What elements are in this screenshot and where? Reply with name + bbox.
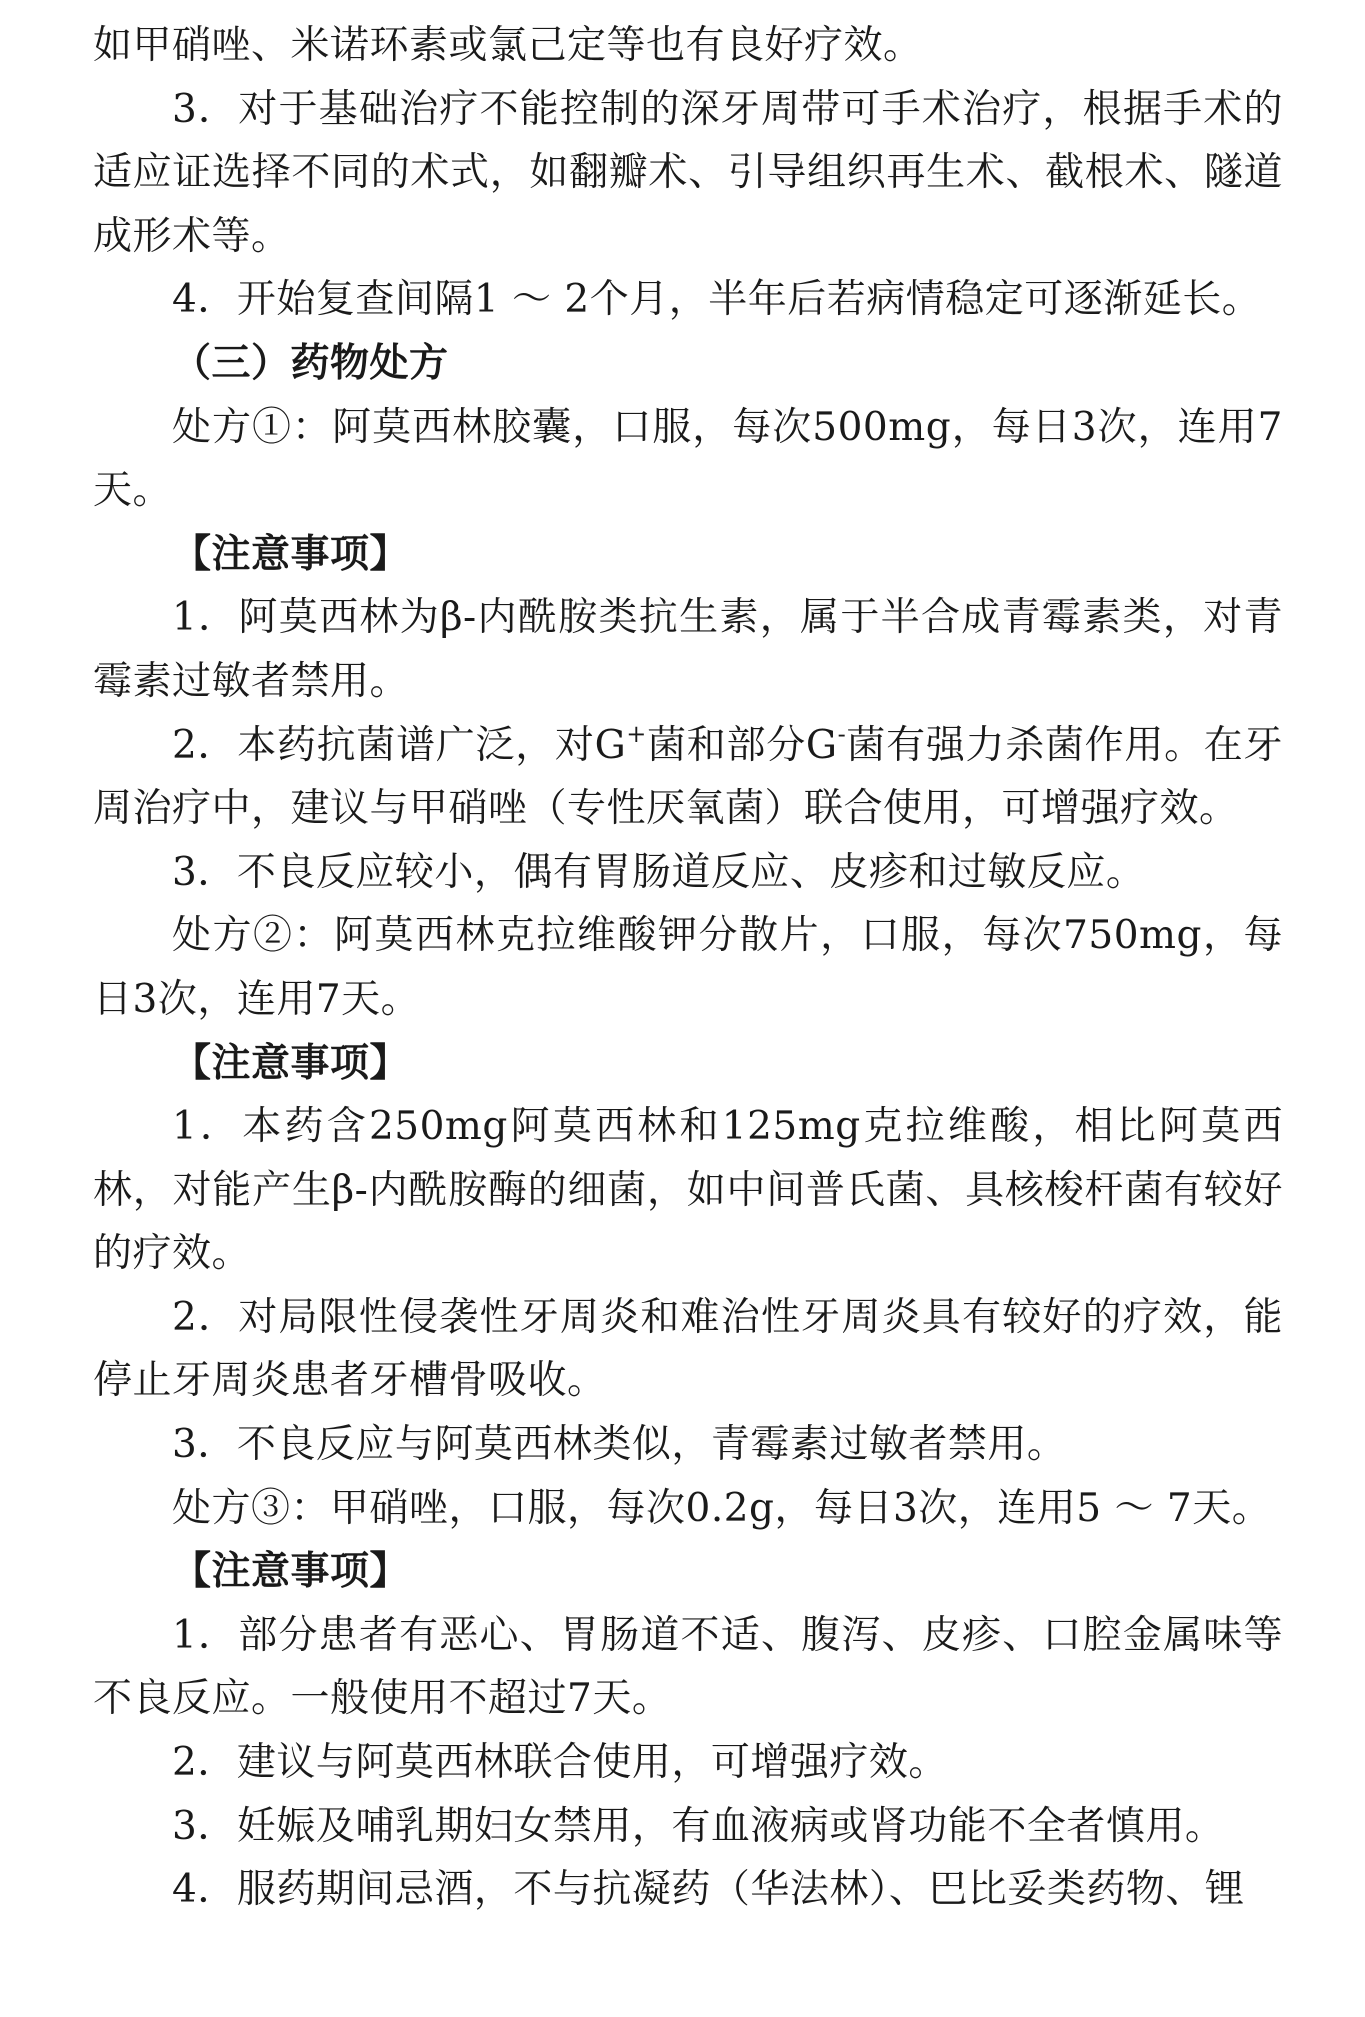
gram-positive-sup: + [626,719,647,748]
paragraph-1: 如甲硝唑、米诺环素或氯己定等也有良好疗效。 [93,23,923,68]
paragraph-3: 4．开始复查间隔1 ～ 2个月，半年后若病情稳定可逐渐延长。 [172,277,1262,323]
note-1-2 [93,714,1283,841]
prescription-2: 处方②：阿莫西林克拉维酸钾分散片，口服，每次750mg，每日3次，连用7天。 [93,913,1283,1022]
prescription-1: 处方①：阿莫西林胶囊，口服，每次500mg，每日3次，连用7天。 [93,404,1283,514]
paragraph-2: 3．对于基础治疗不能控制的深牙周带可手术治疗，根据手术的适应证选择不同的术式，如翻瓣术、引导组织再生术、截根术、隧道成形术等。 [93,86,1283,259]
gram-negative-sup: - [837,719,847,748]
prescription-3: 处方③：甲硝唑，口服，每次0.2g，每日3次，连用5 ～ 7天。 [172,1485,1272,1531]
note-3-2: 2．建议与阿莫西林联合使用，可增强疗效。 [172,1740,948,1786]
section-heading-drug-prescriptions: （三）药物处方 [172,340,449,386]
note-3-4: 4．服药期间忌酒，不与抗凝药（华法林）、巴比妥类药物、锂 [172,1867,1245,1913]
note-3-1: 1．部分患者有恶心、胃肠道不适、腹泻、皮疹、口腔金属味等不良反应。一般使用不超过7天。 [93,1612,1283,1722]
notes-heading-3: 【注意事项】 [172,1549,410,1595]
note-2-1: 1．本药含250mg阿莫西林和125mg克拉维酸，相比阿莫西林，对能产生β-内酰胺酶的细菌，如中间普氏菌、具核梭杆菌有较好的疗效。 [93,1104,1283,1277]
note-2-2: 2．对局限性侵袭性牙周炎和难治性牙周炎具有较好的疗效，能停止牙周炎患者牙槽骨吸收。 [93,1294,1283,1404]
note-1-1: 1．阿莫西林为β-内酰胺类抗生素，属于半合成青霉素类，对青霉素过敏者禁用。 [93,595,1283,704]
note-1-3: 3．不良反应较小，偶有胃肠道反应、皮疹和过敏反应。 [172,849,1146,895]
notes-heading-2: 【注意事项】 [172,1040,410,1086]
note-3-3: 3．妊娠及哺乳期妇女禁用，有血液病或肾功能不全者慎用。 [172,1803,1225,1849]
note-2-3: 3．不良反应与阿莫西林类似，青霉素过敏者禁用。 [172,1422,1067,1468]
document-page [93,14,1283,1922]
notes-heading-1: 【注意事项】 [172,531,410,577]
note-1-2-part-c: 菌有强力杀菌作用。在牙周治疗中，建议与甲硝唑（专性厌氧菌）联合使用，可增强疗效。 [93,722,1283,832]
note-1-2-part-b: 菌和部分G [646,722,838,768]
note-1-2-part-a: 2．本药抗菌谱广泛，对G [172,722,627,768]
